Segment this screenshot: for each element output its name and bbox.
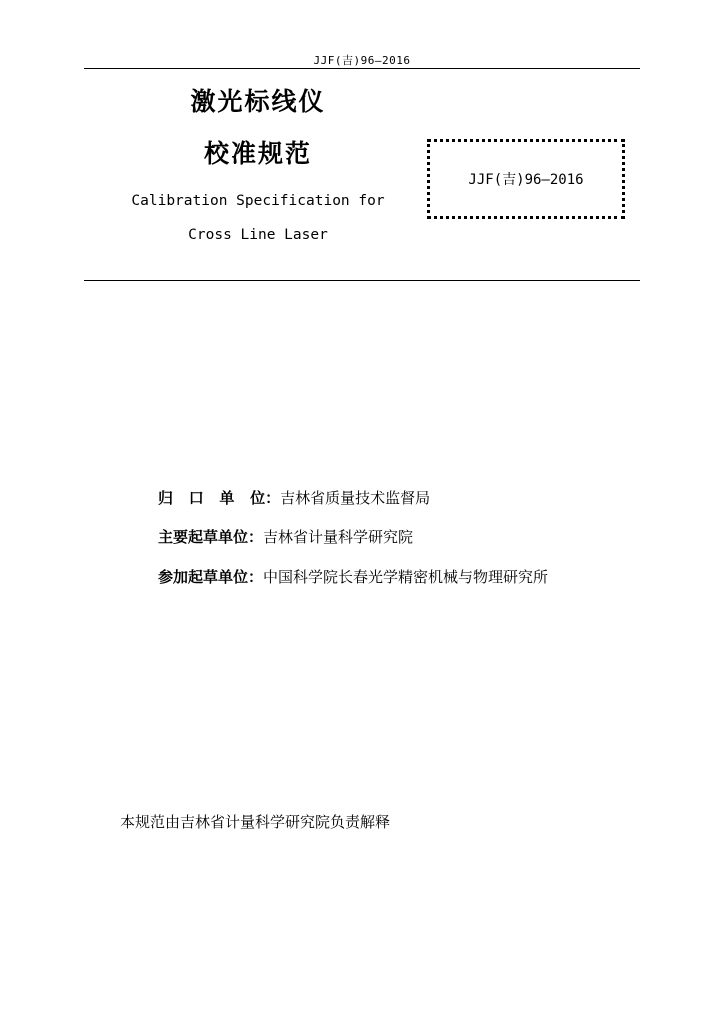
title-cn-line2: 校准规范 [203, 139, 312, 168]
unit-value-responsible: 吉林省质量技术监督局 [280, 489, 431, 507]
unit-label-char: 位 [250, 489, 266, 507]
standard-code-box-text: JJF(吉)96—2016 [468, 172, 584, 188]
unit-value-main-drafting: 吉林省计量科学研究院 [263, 528, 414, 546]
title-section-rule [84, 280, 640, 281]
unit-label-main-drafting: 主要起草单位 [158, 528, 249, 546]
title-en-line2: Cross Line Laser [188, 227, 328, 243]
title-cn-line1: 激光标线仪 [190, 87, 326, 116]
unit-label-participating-drafting: 参加起草单位 [158, 568, 249, 586]
unit-value-participating-drafting: 中国科学院长春光学精密机械与物理研究所 [263, 568, 549, 586]
unit-label-char: 口 [188, 489, 204, 507]
unit-colon: ： [248, 568, 264, 586]
unit-label-char: 归 [158, 489, 174, 507]
header-rule [84, 68, 640, 69]
unit-row-responsible [158, 487, 430, 508]
unit-label-responsible [158, 487, 265, 508]
unit-colon: ： [248, 528, 264, 546]
unit-label-char: 单 [219, 489, 235, 507]
unit-colon: ： [265, 489, 281, 507]
unit-row-main-drafting [158, 526, 413, 547]
title-en-line1: Calibration Specification for [131, 193, 385, 209]
standard-code-box [427, 139, 625, 219]
interpretation-note: 本规范由吉林省计量科学研究院负责解释 [120, 813, 391, 831]
unit-row-participating-drafting [158, 566, 548, 587]
header-standard-code: JJF(吉)96—2016 [313, 54, 411, 67]
